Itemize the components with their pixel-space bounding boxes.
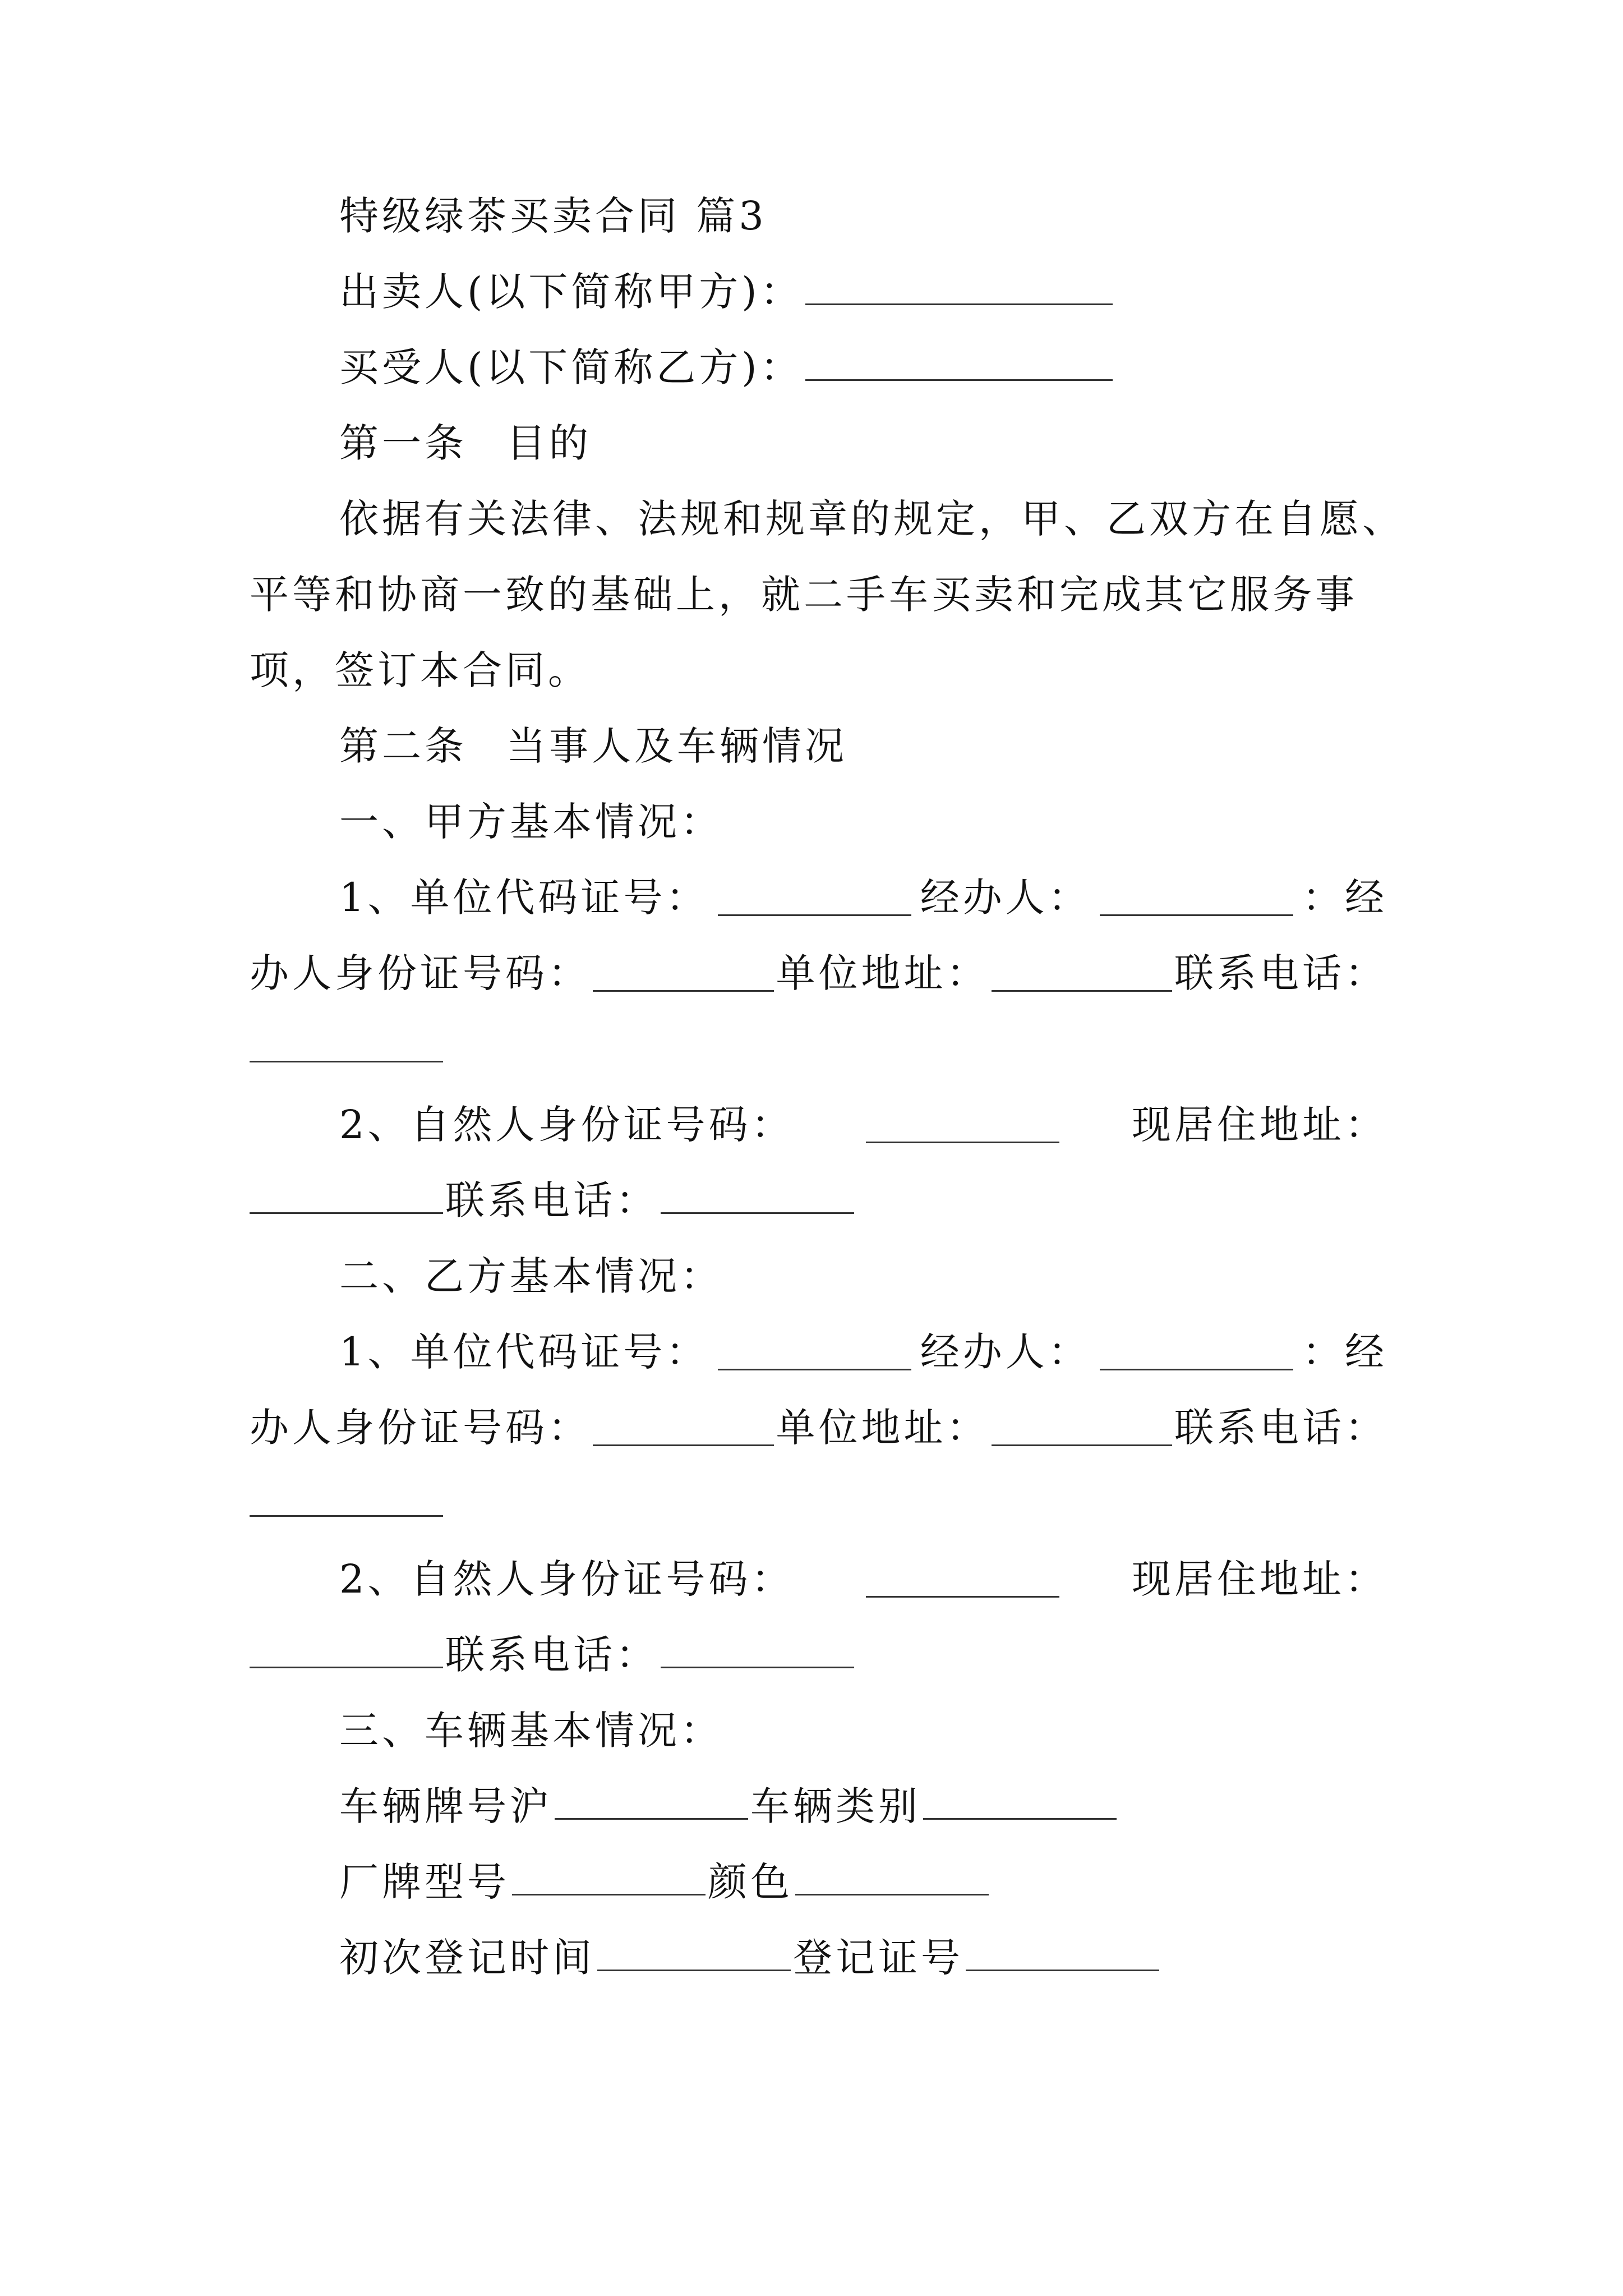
purpose-text-3: 项，签订本合同。 — [250, 647, 591, 693]
party-a-person-line — [339, 1094, 1387, 1156]
party-a-org-addr-blank[interactable] — [992, 955, 1173, 992]
party-b-heading-text: 二、乙方基本情况： — [339, 1253, 723, 1299]
party-a-heading — [339, 791, 1387, 853]
purpose-text-1: 依据有关法律、法规和规章的规定，甲、乙双方在自愿、 — [339, 496, 1405, 542]
party-b-org-code-label: 1、单位代码证号： — [339, 1329, 709, 1375]
vehicle-reg-time-label: 初次登记时间 — [339, 1935, 595, 1981]
party-a-org-code-blank[interactable] — [718, 880, 911, 916]
party-b-phone-blank[interactable] — [250, 1480, 443, 1517]
vehicle-plate-line — [339, 1775, 1387, 1837]
vehicle-model-blank[interactable] — [512, 1859, 706, 1895]
vehicle-reg-no-label: 登记证号 — [793, 1935, 963, 1981]
vehicle-registration-line — [339, 1927, 1387, 1989]
party-a-phone-blank[interactable] — [250, 1026, 443, 1062]
party-a-address-label: 现居住地址： — [1131, 1102, 1387, 1148]
buyer-label: 买受人(以下简称乙方)： — [339, 344, 803, 390]
seller-label: 出卖人(以下简称甲方)： — [339, 269, 803, 315]
party-b-address-blank[interactable] — [250, 1632, 443, 1668]
party-b-agent-id-line — [250, 1397, 1387, 1458]
seller-line — [339, 261, 1387, 323]
party-b-agent-label: 经办人： — [920, 1329, 1091, 1375]
buyer-blank[interactable] — [805, 344, 1113, 381]
party-b-org-addr-label: 单位地址： — [776, 1405, 989, 1451]
party-b-person-id-label: 2、自然人身份证号码： — [339, 1556, 794, 1602]
party-a-agent-blank[interactable] — [1100, 880, 1293, 916]
article-1-number: 第一条 — [339, 420, 467, 466]
party-a-org-line — [339, 867, 1387, 928]
party-b-agent-id-label: 办人身份证号码： — [250, 1405, 591, 1451]
vehicle-heading — [339, 1700, 1387, 1761]
purpose-line-3 — [250, 639, 1387, 701]
party-b-phone-line — [250, 1473, 1387, 1534]
seller-blank[interactable] — [805, 269, 1113, 305]
article-1-heading — [339, 412, 1387, 474]
purpose-text-2: 平等和协商一致的基础上，就二手车买卖和完成其它服务事 — [250, 572, 1358, 618]
party-a-address-line — [250, 1170, 1387, 1231]
party-b-agent-id-blank[interactable] — [593, 1410, 774, 1446]
party-b-agent-blank[interactable] — [1100, 1334, 1293, 1370]
party-a-agent-id-line — [250, 942, 1387, 1004]
vehicle-model-line — [339, 1851, 1387, 1913]
purpose-line-2 — [250, 564, 1387, 625]
article-2-name: 当事人及车辆情况 — [506, 723, 847, 769]
party-a-colon-jing: ：经 — [1302, 875, 1387, 921]
party-a-phone2-blank[interactable] — [661, 1177, 854, 1214]
vehicle-plate-label: 车辆牌号沪 — [339, 1783, 552, 1829]
vehicle-category-label: 车辆类别 — [750, 1783, 921, 1829]
party-a-phone-label: 联系电话： — [1174, 950, 1387, 996]
party-b-address-line — [250, 1624, 1387, 1686]
party-b-person-id-blank[interactable] — [866, 1561, 1059, 1598]
vehicle-reg-no-blank[interactable] — [966, 1935, 1159, 1971]
party-a-phone-line — [250, 1018, 1387, 1080]
party-b-heading — [339, 1245, 1387, 1307]
party-b-address-label: 现居住地址： — [1131, 1556, 1387, 1602]
party-b-phone2-blank[interactable] — [661, 1632, 854, 1668]
party-b-colon-jing: ：经 — [1302, 1329, 1387, 1375]
party-b-org-code-blank[interactable] — [718, 1334, 911, 1370]
party-a-address-blank[interactable] — [250, 1177, 443, 1214]
title-text: 特级绿茶买卖合同 篇3 — [339, 193, 767, 239]
vehicle-color-label: 颜色 — [708, 1859, 793, 1905]
party-a-org-addr-label: 单位地址： — [776, 950, 989, 996]
party-a-agent-id-label: 办人身份证号码： — [250, 950, 591, 996]
document-title — [339, 185, 1387, 247]
party-b-org-line — [339, 1321, 1387, 1383]
party-a-agent-id-blank[interactable] — [593, 955, 774, 992]
vehicle-category-blank[interactable] — [923, 1783, 1117, 1820]
party-a-person-id-label: 2、自然人身份证号码： — [339, 1102, 794, 1148]
party-a-org-code-label: 1、单位代码证号： — [339, 875, 709, 921]
article-2-heading — [339, 715, 1387, 777]
party-b-org-addr-blank[interactable] — [992, 1410, 1173, 1446]
party-a-person-id-blank[interactable] — [866, 1107, 1059, 1143]
vehicle-plate-blank[interactable] — [555, 1783, 748, 1820]
vehicle-color-blank[interactable] — [795, 1859, 989, 1895]
party-a-heading-text: 一、甲方基本情况： — [339, 799, 723, 845]
purpose-line-1 — [339, 488, 1405, 550]
article-2-number: 第二条 — [339, 723, 467, 769]
buyer-line — [339, 337, 1387, 398]
party-a-agent-label: 经办人： — [920, 875, 1091, 921]
party-a-phone2-label: 联系电话： — [445, 1177, 658, 1223]
party-b-phone-label: 联系电话： — [1174, 1405, 1387, 1451]
vehicle-model-label: 厂牌型号 — [339, 1859, 510, 1905]
vehicle-reg-time-blank[interactable] — [597, 1935, 791, 1971]
vehicle-heading-text: 三、车辆基本情况： — [339, 1708, 723, 1754]
article-1-name: 目的 — [506, 420, 592, 466]
party-b-phone2-label: 联系电话： — [445, 1632, 658, 1678]
party-b-person-line — [339, 1548, 1387, 1610]
